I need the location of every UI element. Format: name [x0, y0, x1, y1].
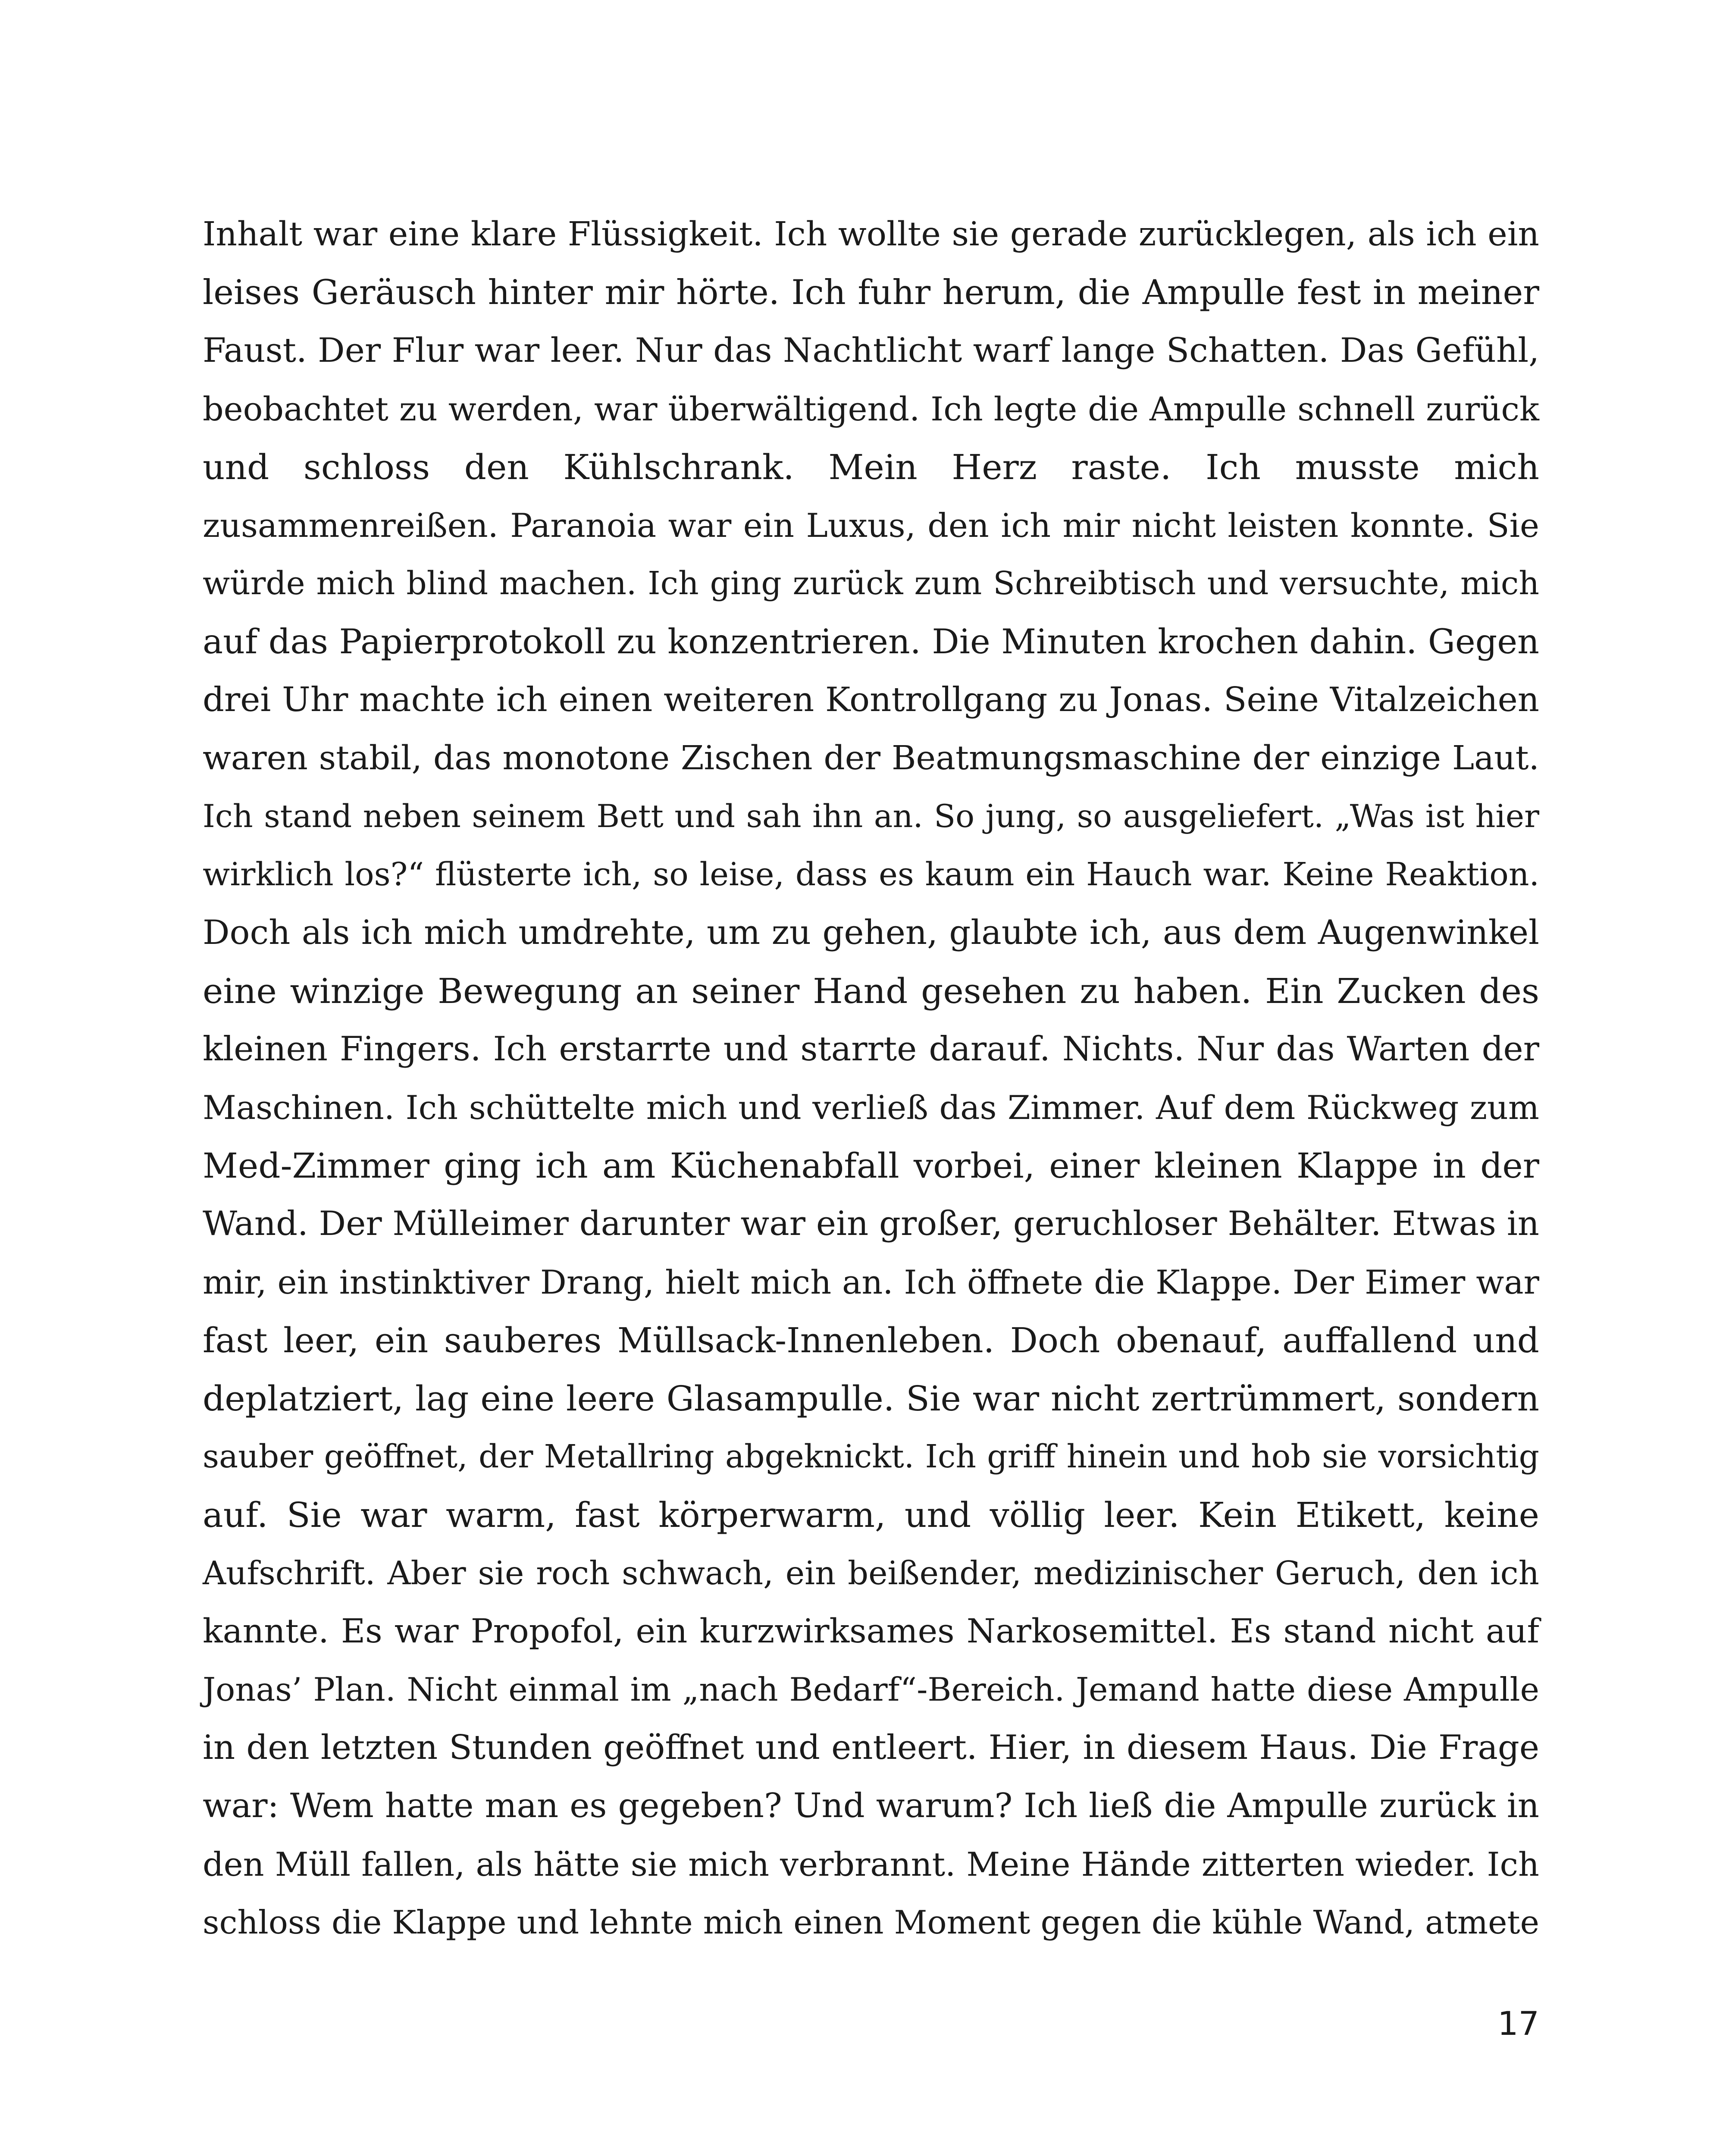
text-line: beobachtet zu werden, war überwältigend. Ich legte die Ampulle schnell zurück [203, 390, 1539, 428]
text-line: würde mich blind machen. Ich ging zurück zum Schreibtisch und versuchte, mich [203, 565, 1539, 602]
text-line: und schloss den Kühlschrank. Mein Herz raste. Ich musste mich [203, 447, 1539, 487]
body-text [203, 205, 1539, 1952]
text-line: kannte. Es war Propofol, ein kurzwirksames Narkosemittel. Es stand nicht auf [203, 1612, 1539, 1651]
text-line: in den letzten Stunden geöffnet und entleert. Hier, in diesem Haus. Die Frage [203, 1728, 1539, 1767]
text-line: drei Uhr machte ich einen weiteren Kontrollgang zu Jonas. Seine Vitalzeichen [203, 680, 1539, 719]
text-line: Aufschrift. Aber sie roch schwach, ein beißender, medizinischer Geruch, den ich [203, 1554, 1539, 1592]
text-line: eine winzige Bewegung an seiner Hand gesehen zu haben. Ein Zucken des [203, 971, 1539, 1011]
text-line: schloss die Klappe und lehnte mich einen Moment gegen die kühle Wand, atmete [203, 1903, 1539, 1941]
text-line: mir, ein instinktiver Drang, hielt mich an. Ich öffnete die Klappe. Der Eimer war [203, 1263, 1539, 1301]
text-line: Jonas’ Plan. Nicht einmal im „nach Bedarf“-Bereich. Jemand hatte diese Ampulle [203, 1670, 1539, 1708]
text-line: Ich stand neben seinem Bett und sah ihn an. So jung, so ausgeliefert. „Was ist hier [203, 798, 1539, 835]
text-line: Doch als ich mich umdrehte, um zu gehen, glaubte ich, aus dem Augenwinkel [203, 913, 1539, 952]
page-number: 17 [1497, 2004, 1539, 2043]
text-line: zusammenreißen. Paranoia war ein Luxus, den ich mir nicht leisten konnte. Sie [203, 506, 1539, 545]
text-line: waren stabil, das monotone Zischen der Beatmungsmaschine der einzige Laut. [203, 739, 1539, 777]
text-line: deplatziert, lag eine leere Glasampulle. Sie war nicht zertrümmert, sondern [203, 1379, 1539, 1419]
text-line: den Müll fallen, als hätte sie mich verbrannt. Meine Hände zitterten wieder. Ich [203, 1845, 1539, 1883]
text-line: Inhalt war eine klare Flüssigkeit. Ich wollte sie gerade zurücklegen, als ich ein [203, 215, 1539, 254]
text-line: sauber geöffnet, der Metallring abgeknickt. Ich griff hinein und hob sie vorsichtig [203, 1438, 1539, 1475]
text-line: Wand. Der Mülleimer darunter war ein großer, geruchloser Behälter. Etwas in [203, 1204, 1539, 1243]
text-line: auf. Sie war warm, fast körperwarm, und völlig leer. Kein Etikett, keine [203, 1495, 1539, 1535]
text-line: kleinen Fingers. Ich erstarrte und starrte darauf. Nichts. Nur das Warten der [203, 1030, 1539, 1069]
text-line: fast leer, ein sauberes Müllsack-Innenleben. Doch obenauf, auffallend und [203, 1320, 1539, 1360]
text-line: auf das Papierprotokoll zu konzentrieren. Die Minuten krochen dahin. Gegen [203, 622, 1539, 661]
text-line: Faust. Der Flur war leer. Nur das Nachtlicht warf lange Schatten. Das Gefühl, [203, 331, 1539, 370]
text-line: war: Wem hatte man es gegeben? Und warum? Ich ließ die Ampulle zurück in [203, 1786, 1539, 1825]
text-line: Maschinen. Ich schüttelte mich und verließ das Zimmer. Auf dem Rückweg zum [203, 1088, 1539, 1127]
text-line: leises Geräusch hinter mir hörte. Ich fuhr herum, die Ampulle fest in meiner [203, 273, 1539, 312]
text-line: Med-Zimmer ging ich am Küchenabfall vorbei, einer kleinen Klappe in der [203, 1146, 1539, 1186]
text-line: wirklich los?“ flüsterte ich, so leise, dass es kaum ein Hauch war. Keine Reaktion. [203, 856, 1539, 893]
